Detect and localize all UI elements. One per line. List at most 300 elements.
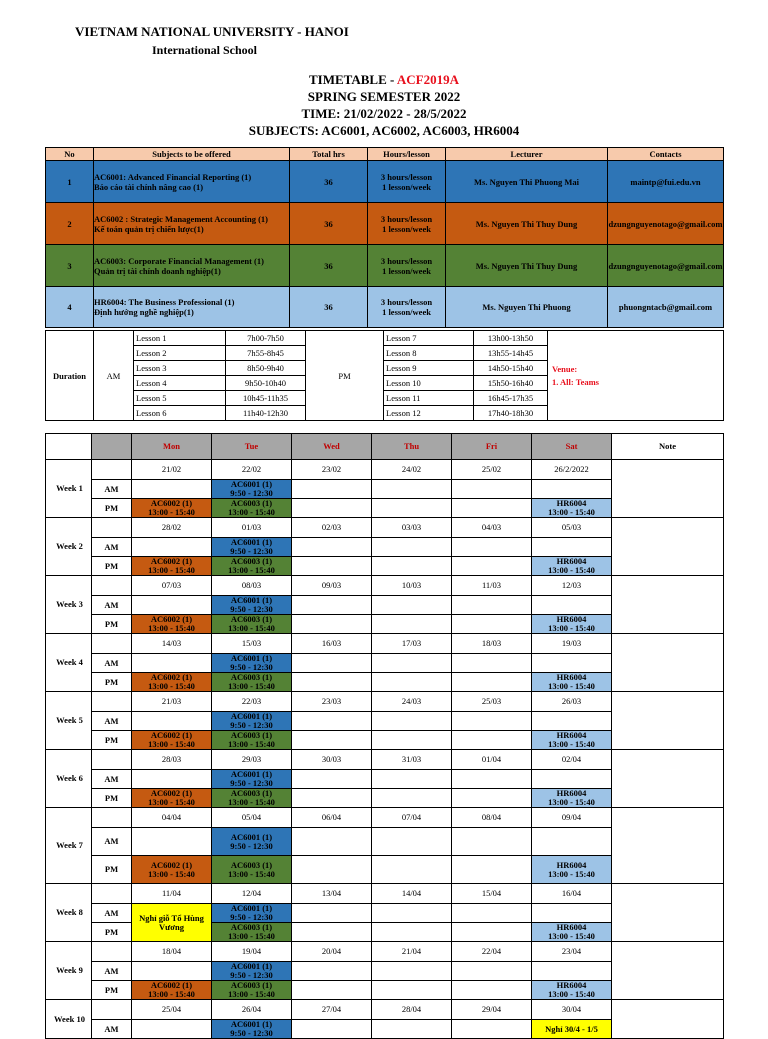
subject-no: 4 <box>46 287 94 328</box>
date-cell: 28/03 <box>132 750 212 770</box>
day-sat: Sat <box>532 434 612 460</box>
session-cell <box>532 923 612 942</box>
session-code: HR6004 <box>556 980 587 990</box>
subject-vn: Kế toán quản trị chiến lược(1) <box>94 223 204 234</box>
empty-cell <box>452 770 532 789</box>
week-label: Week 4 <box>46 634 92 692</box>
session-cell <box>132 673 212 692</box>
contact-email: dzungnguyenotago@gmail.com <box>608 245 724 287</box>
empty-cell <box>532 596 612 615</box>
date-cell: 16/03 <box>292 634 372 654</box>
timetable-title <box>0 72 768 88</box>
empty-cell <box>372 480 452 499</box>
empty-cell <box>532 538 612 557</box>
empty-cell <box>372 654 452 673</box>
empty-cell <box>292 904 372 923</box>
empty-cell <box>452 962 532 981</box>
date-cell: 09/04 <box>532 808 612 828</box>
session-time: 13:00 - 15:40 <box>228 507 275 517</box>
week-date-row <box>46 1000 724 1020</box>
date-cell: 04/04 <box>132 808 212 828</box>
empty-cell <box>292 981 372 1000</box>
session-code: AC6003 (1) <box>230 730 273 740</box>
lesson-time: 17h40-18h30 <box>474 406 548 421</box>
session-cell <box>212 654 292 673</box>
subject-vn: Định hướng nghề nghiệp(1) <box>94 307 194 317</box>
lesson-name: Lesson 8 <box>384 346 474 361</box>
empty-cell <box>532 904 612 923</box>
empty-cell <box>372 770 452 789</box>
session-time: 13:00 - 15:40 <box>228 739 275 749</box>
date-cell: 23/02 <box>292 460 372 480</box>
lecturer: Ms. Nguyen Thi Phuong Mai <box>446 161 608 203</box>
date-cell: 05/04 <box>212 808 292 828</box>
session-code: AC6001 (1) <box>230 903 273 913</box>
week-label: Week 5 <box>46 692 92 750</box>
empty-cell <box>132 828 212 856</box>
week-date-row <box>46 576 724 596</box>
date-cell: 03/03 <box>372 518 452 538</box>
am-label: AM <box>92 904 132 923</box>
empty-cell <box>292 828 372 856</box>
subject-en: AC6002 : Strategic Management Accounting (1) <box>94 213 268 224</box>
date-cell: 27/04 <box>292 1000 372 1020</box>
date-cell: 10/03 <box>372 576 452 596</box>
date-cell: 01/04 <box>452 750 532 770</box>
session-time: 13:00 - 15:40 <box>228 623 275 633</box>
timetable-prefix: TIMETABLE - <box>309 72 397 87</box>
empty-cell <box>452 923 532 942</box>
week-label: Week 3 <box>46 576 92 634</box>
day-fri: Fri <box>452 434 532 460</box>
session-cell <box>212 789 292 808</box>
session-code: AC6003 (1) <box>230 672 273 682</box>
lesson-time: 13h00-13h50 <box>474 331 548 346</box>
venue-title: Venue: <box>552 363 578 374</box>
session-code: AC6002 (1) <box>150 980 193 990</box>
session-code: AC6001 (1) <box>230 961 273 971</box>
date-cell: 22/03 <box>212 692 292 712</box>
am-label: AM <box>92 596 132 615</box>
day-header-row <box>46 434 724 460</box>
pm-label: PM <box>92 856 132 884</box>
session-time: 13:00 - 15:40 <box>148 623 195 633</box>
lesson-name: Lesson 12 <box>384 406 474 421</box>
lesson-name: Lesson 7 <box>384 331 474 346</box>
empty-cell <box>372 615 452 634</box>
date-cell: 25/03 <box>452 692 532 712</box>
session-code: AC6002 (1) <box>150 498 193 508</box>
col-header: Hours/lesson <box>368 148 446 161</box>
week-date-row <box>46 808 724 828</box>
session-code: AC6001 (1) <box>230 537 273 547</box>
empty-cell <box>292 557 372 576</box>
date-cell: 02/03 <box>292 518 372 538</box>
session-code: AC6001 (1) <box>230 653 273 663</box>
subject-row <box>46 161 724 203</box>
lecturer: Ms. Nguyen Thi Thuy Dung <box>446 245 608 287</box>
subjects-table <box>45 147 724 328</box>
empty-cell <box>452 904 532 923</box>
pm-label: PM <box>92 981 132 1000</box>
date-cell: 15/03 <box>212 634 292 654</box>
venue <box>548 331 724 421</box>
session-cell <box>212 981 292 1000</box>
session-cell <box>212 480 292 499</box>
empty-cell <box>292 480 372 499</box>
lesson-name: Lesson 9 <box>384 361 474 376</box>
holiday-cell: Nghỉ giỗ Tổ Hùng Vương <box>132 904 212 942</box>
session-time: 13:00 - 15:40 <box>148 989 195 999</box>
day-thu: Thu <box>372 434 452 460</box>
lecturer: Ms. Nguyen Thi Phuong <box>446 287 608 328</box>
session-cell <box>212 557 292 576</box>
hours-per-lesson: 3 hours/lesson <box>380 297 433 307</box>
empty-cell <box>132 654 212 673</box>
day-tue: Tue <box>212 434 292 460</box>
session-time: 13:00 - 15:40 <box>228 931 275 941</box>
week-label: Week 7 <box>46 808 92 884</box>
empty-cell <box>372 712 452 731</box>
date-cell: 28/02 <box>132 518 212 538</box>
session-code: HR6004 <box>556 498 587 508</box>
empty-cell <box>452 731 532 750</box>
empty-cell <box>532 962 612 981</box>
date-cell: 18/03 <box>452 634 532 654</box>
empty-cell <box>292 1020 372 1039</box>
hours-lesson <box>368 245 446 287</box>
hours-lesson <box>368 203 446 245</box>
empty-cell <box>452 596 532 615</box>
session-code: AC6003 (1) <box>230 922 273 932</box>
session-time: 13:00 - 15:40 <box>228 868 275 879</box>
empty-cell <box>132 712 212 731</box>
lesson-time: 11h40-12h30 <box>226 406 306 421</box>
date-cell: 23/03 <box>292 692 372 712</box>
week-label: Week 2 <box>46 518 92 576</box>
blank-cell <box>92 576 132 596</box>
empty-cell <box>532 480 612 499</box>
am-label: AM <box>92 654 132 673</box>
session-code: HR6004 <box>556 922 587 932</box>
date-cell: 19/04 <box>212 942 292 962</box>
session-cell <box>212 596 292 615</box>
session-time: 13:00 - 15:40 <box>148 739 195 749</box>
weekly-schedule <box>45 433 724 1039</box>
duration-table <box>45 330 724 421</box>
contact-email: maintp@fui.edu.vn <box>608 161 724 203</box>
subject-en: AC6001: Advanced Financial Reporting (1) <box>94 171 252 182</box>
week-date-row <box>46 942 724 962</box>
empty-cell <box>292 731 372 750</box>
date-cell: 07/03 <box>132 576 212 596</box>
date-cell: 05/03 <box>532 518 612 538</box>
date-cell: 23/04 <box>532 942 612 962</box>
subject-name <box>94 287 290 328</box>
empty-cell <box>132 1020 212 1039</box>
date-cell: 22/04 <box>452 942 532 962</box>
blank-cell <box>92 808 132 828</box>
session-cell <box>212 673 292 692</box>
corner-cell <box>92 434 132 460</box>
session-time: 9:50 - 12:30 <box>230 488 273 498</box>
session-cell <box>532 615 612 634</box>
session-cell <box>212 538 292 557</box>
date-cell: 06/04 <box>292 808 372 828</box>
session-cell <box>212 499 292 518</box>
date-cell: 07/04 <box>372 808 452 828</box>
lecturer: Ms. Nguyen Thi Thuy Dung <box>446 203 608 245</box>
date-cell: 24/03 <box>372 692 452 712</box>
empty-cell <box>372 557 452 576</box>
hours-lesson <box>368 161 446 203</box>
session-time: 9:50 - 12:30 <box>230 720 273 730</box>
week-label: Week 8 <box>46 884 92 942</box>
date-cell: 30/04 <box>532 1000 612 1020</box>
date-cell: 17/03 <box>372 634 452 654</box>
lesson-time: 9h50-10h40 <box>226 376 306 391</box>
lessons-per-week: 1 lesson/week <box>382 181 431 192</box>
class-code: ACF2019A <box>396 72 459 87</box>
session-cell <box>532 856 612 884</box>
empty-cell <box>372 538 452 557</box>
session-time: 13:00 - 15:40 <box>228 565 275 575</box>
lesson-name: Lesson 2 <box>134 346 226 361</box>
session-cell <box>212 828 292 856</box>
empty-cell <box>452 828 532 856</box>
session-cell <box>532 981 612 1000</box>
session-time: 13:00 - 15:40 <box>548 989 595 999</box>
week-label: Week 9 <box>46 942 92 1000</box>
empty-cell <box>452 856 532 884</box>
session-cell <box>212 856 292 884</box>
subject-name <box>94 245 290 287</box>
pm-label: PM <box>92 557 132 576</box>
blank-cell <box>92 750 132 770</box>
empty-cell <box>532 654 612 673</box>
date-cell: 24/02 <box>372 460 452 480</box>
date-cell: 31/03 <box>372 750 452 770</box>
date-cell: 12/04 <box>212 884 292 904</box>
session-time: 13:00 - 15:40 <box>548 681 595 691</box>
empty-cell <box>452 789 532 808</box>
empty-cell <box>132 770 212 789</box>
am-label: AM <box>94 331 134 421</box>
empty-cell <box>452 499 532 518</box>
note-cell <box>612 884 724 942</box>
date-cell: 21/04 <box>372 942 452 962</box>
session-code: HR6004 <box>556 556 587 566</box>
session-cell <box>212 712 292 731</box>
empty-cell <box>452 615 532 634</box>
note-header: Note <box>612 434 724 460</box>
semester: SPRING SEMESTER 2022 <box>307 89 461 104</box>
am-label: AM <box>92 1020 132 1039</box>
note-cell <box>612 460 724 518</box>
blank-cell <box>92 460 132 480</box>
date-cell: 14/03 <box>132 634 212 654</box>
session-code: AC6001 (1) <box>230 1019 273 1029</box>
session-cell <box>132 499 212 518</box>
am-label: AM <box>92 712 132 731</box>
blank-cell <box>92 518 132 538</box>
col-header: No <box>46 148 94 161</box>
blank-cell <box>92 634 132 654</box>
day-mon: Mon <box>132 434 212 460</box>
empty-cell <box>132 962 212 981</box>
date-cell: 26/03 <box>532 692 612 712</box>
week-date-row <box>46 634 724 654</box>
lessons-per-week: 1 lesson/week <box>382 265 431 276</box>
session-cell <box>212 923 292 942</box>
total-hrs: 36 <box>290 161 368 203</box>
empty-cell <box>292 596 372 615</box>
pm-label: PM <box>92 923 132 942</box>
lessons-per-week: 1 lesson/week <box>382 223 431 234</box>
blank-cell <box>92 1000 132 1020</box>
duration-label: Duration <box>46 331 94 421</box>
week-date-row <box>46 750 724 770</box>
contact-email: phuongntacb@gmail.com <box>608 287 724 328</box>
lesson-time: 8h50-9h40 <box>226 361 306 376</box>
session-time: 9:50 - 12:30 <box>230 604 273 614</box>
col-header: Subjects to be offered <box>94 148 290 161</box>
empty-cell <box>372 596 452 615</box>
session-code: AC6003 (1) <box>230 859 273 870</box>
col-header: Total hrs <box>290 148 368 161</box>
date-cell: 29/04 <box>452 1000 532 1020</box>
subject-row <box>46 203 724 245</box>
subject-en: HR6004: The Business Professional (1) <box>94 297 235 307</box>
date-cell: 16/04 <box>532 884 612 904</box>
lesson-time: 14h50-15h40 <box>474 361 548 376</box>
pm-label: PM <box>306 331 384 421</box>
col-header: Contacts <box>608 148 724 161</box>
empty-cell <box>372 789 452 808</box>
date-cell: 26/04 <box>212 1000 292 1020</box>
col-header: Lecturer <box>446 148 608 161</box>
empty-cell <box>372 673 452 692</box>
empty-cell <box>132 538 212 557</box>
pm-label: PM <box>92 615 132 634</box>
am-label: AM <box>92 962 132 981</box>
session-cell <box>132 981 212 1000</box>
session-time: 9:50 - 12:30 <box>230 546 273 556</box>
empty-cell <box>372 856 452 884</box>
empty-cell <box>132 480 212 499</box>
date-cell: 26/2/2022 <box>532 460 612 480</box>
session-code: HR6004 <box>556 730 587 740</box>
am-label: AM <box>92 480 132 499</box>
lesson-name: Lesson 1 <box>134 331 226 346</box>
date-cell: 11/04 <box>132 884 212 904</box>
pm-label: PM <box>92 731 132 750</box>
session-time: 13:00 - 15:40 <box>228 681 275 691</box>
session-cell <box>532 731 612 750</box>
empty-cell <box>292 673 372 692</box>
session-time: 13:00 - 15:40 <box>548 565 595 575</box>
subject-no: 1 <box>46 161 94 203</box>
session-code: AC6003 (1) <box>230 498 273 508</box>
lesson-name: Lesson 11 <box>384 391 474 406</box>
session-time: 13:00 - 15:40 <box>228 989 275 999</box>
hours-lesson <box>368 287 446 328</box>
week-date-row <box>46 460 724 480</box>
session-code: HR6004 <box>556 859 587 870</box>
empty-cell <box>372 731 452 750</box>
lesson-time: 15h50-16h40 <box>474 376 548 391</box>
subject-row <box>46 287 724 328</box>
lesson-name: Lesson 10 <box>384 376 474 391</box>
subject-row <box>46 245 724 287</box>
week-date-row <box>46 692 724 712</box>
date-cell: 12/03 <box>532 576 612 596</box>
lesson-time: 13h55-14h45 <box>474 346 548 361</box>
pm-label: PM <box>92 499 132 518</box>
empty-cell <box>292 615 372 634</box>
empty-cell <box>532 712 612 731</box>
date-cell: 13/04 <box>292 884 372 904</box>
school-name: International School <box>152 43 258 57</box>
am-label: AM <box>92 828 132 856</box>
date-cell: 20/04 <box>292 942 372 962</box>
session-cell <box>132 615 212 634</box>
lesson-time: 7h55-8h45 <box>226 346 306 361</box>
empty-cell <box>452 480 532 499</box>
session-code: AC6001 (1) <box>230 479 273 489</box>
empty-cell <box>452 557 532 576</box>
date-cell: 22/02 <box>212 460 292 480</box>
lesson-name: Lesson 4 <box>134 376 226 391</box>
schedule-body <box>46 434 724 1039</box>
holiday-cell: Nghỉ 30/4 - 1/5 <box>532 1020 612 1039</box>
date-cell: 04/03 <box>452 518 532 538</box>
session-time: 9:50 - 12:30 <box>230 840 273 851</box>
date-cell: 25/02 <box>452 460 532 480</box>
total-hrs: 36 <box>290 245 368 287</box>
date-cell: 09/03 <box>292 576 372 596</box>
empty-cell <box>292 770 372 789</box>
empty-cell <box>292 789 372 808</box>
note-cell <box>612 750 724 808</box>
date-cell: 15/04 <box>452 884 532 904</box>
session-code: HR6004 <box>556 672 587 682</box>
week-label: Week 6 <box>46 750 92 808</box>
empty-cell <box>372 499 452 518</box>
empty-cell <box>372 828 452 856</box>
lesson-name: Lesson 6 <box>134 406 226 421</box>
session-cell <box>212 615 292 634</box>
subject-name <box>94 161 290 203</box>
empty-cell <box>372 1020 452 1039</box>
subjects-header-row <box>46 148 724 161</box>
session-code: HR6004 <box>556 614 587 624</box>
empty-cell <box>452 654 532 673</box>
date-cell: 28/04 <box>372 1000 452 1020</box>
session-time: 13:00 - 15:40 <box>548 931 595 941</box>
subject-vn: Quản trị tài chính doanh nghiệp(1) <box>94 265 221 276</box>
day-wed: Wed <box>292 434 372 460</box>
subject-name <box>94 203 290 245</box>
empty-cell <box>132 596 212 615</box>
session-time: 13:00 - 15:40 <box>148 868 195 879</box>
date-cell: 30/03 <box>292 750 372 770</box>
session-time: 13:00 - 15:40 <box>548 868 595 879</box>
empty-cell <box>532 770 612 789</box>
note-cell <box>612 942 724 1000</box>
empty-cell <box>292 712 372 731</box>
date-cell: 19/03 <box>532 634 612 654</box>
